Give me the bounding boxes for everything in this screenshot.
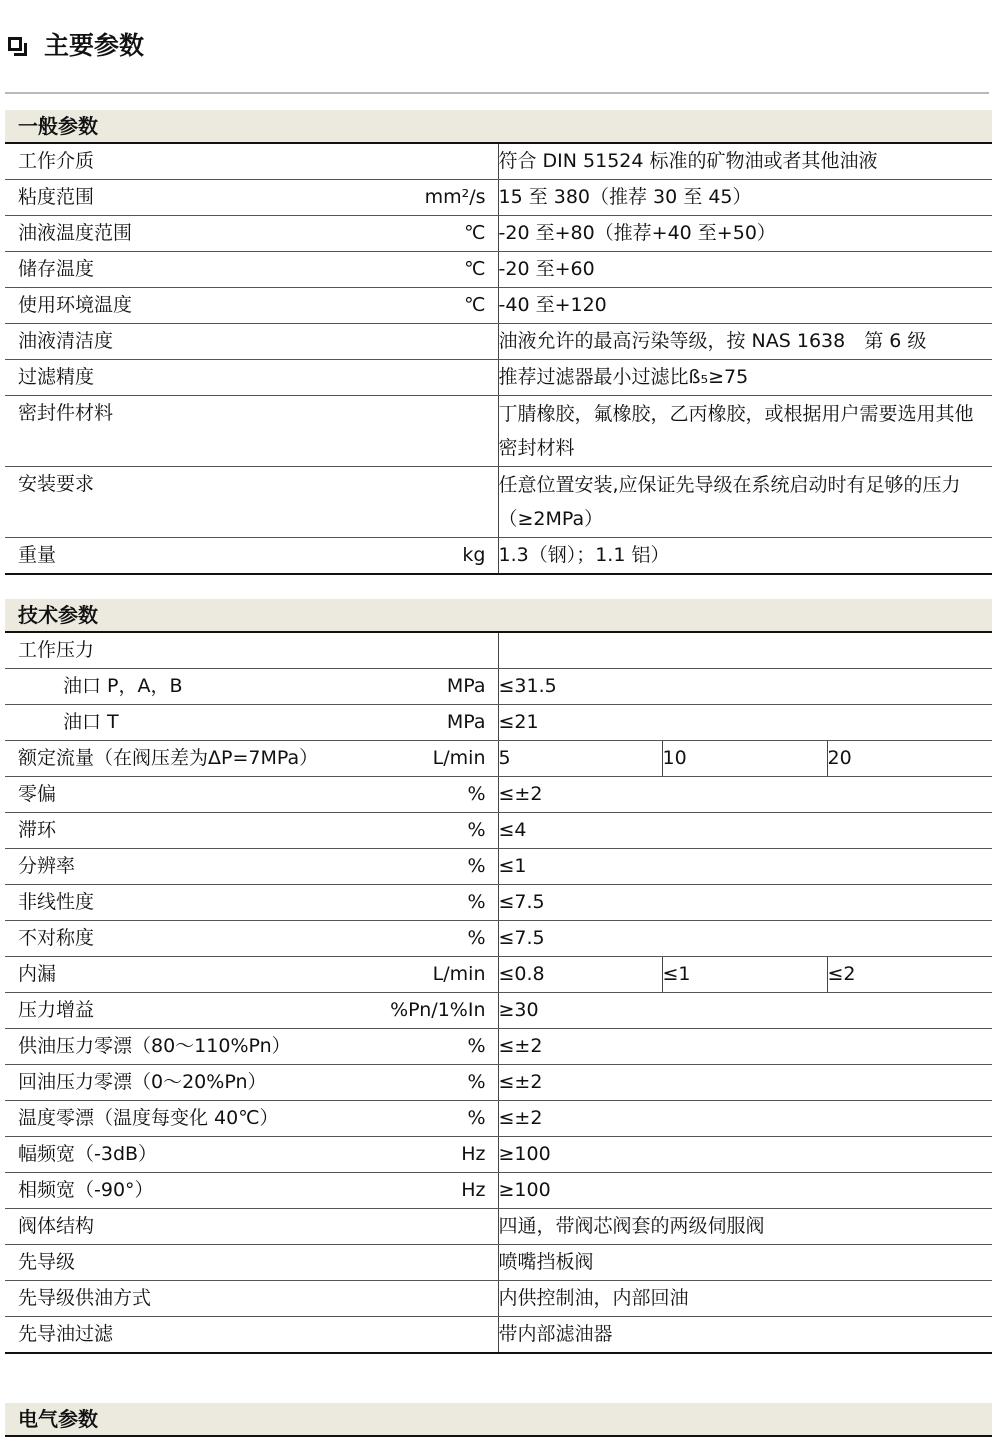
param-name: 零偏 (18, 782, 57, 805)
param-label-cell (5, 740, 498, 776)
table-row (5, 467, 992, 538)
param-unit: MPa (446, 674, 486, 697)
param-value: 油液允许的最高污染等级，按 NAS 1638 第 6 级 (498, 324, 992, 360)
table-row (5, 144, 992, 180)
param-value: ≤7.5 (498, 920, 992, 956)
param-value: 喷嘴挡板阀 (498, 1244, 992, 1280)
param-label-cell (5, 633, 498, 668)
param-value-sub: 20 (827, 740, 992, 776)
general-params-table (5, 144, 992, 575)
param-label-cell (5, 324, 498, 360)
param-label-cell (5, 396, 498, 467)
param-unit: ℃ (464, 222, 486, 244)
param-value: ≤±2 (498, 776, 992, 812)
param-unit: % (467, 782, 486, 805)
param-name: 储存温度 (18, 258, 95, 280)
param-name: 油液温度范围 (18, 222, 133, 244)
param-name: 供油压力零漂（80～110%Pn） (18, 1034, 291, 1057)
param-value-sub: 5 (498, 740, 662, 776)
param-name: 非线性度 (18, 890, 95, 913)
param-unit: ℃ (464, 294, 486, 316)
param-value: ≥30 (498, 992, 992, 1028)
param-label-cell (5, 1136, 498, 1172)
page-title (8, 24, 144, 64)
table-row (5, 920, 992, 956)
title-rule (5, 92, 989, 94)
table-row (5, 740, 992, 776)
param-value: ≤7.5 (498, 884, 992, 920)
param-label-cell (5, 538, 498, 575)
table-row (5, 1100, 992, 1136)
param-label-cell (5, 668, 498, 704)
param-label-cell (5, 252, 498, 288)
param-value (498, 633, 992, 668)
table-row (5, 1172, 992, 1208)
param-name: 工作压力 (18, 639, 95, 661)
param-unit: % (467, 1070, 486, 1093)
param-value: 四通，带阀芯阀套的两级伺服阀 (498, 1208, 992, 1244)
param-name: 油液清洁度 (18, 330, 114, 352)
electrical-params-section (5, 1403, 992, 1437)
param-name: 使用环境温度 (18, 294, 133, 316)
param-label-cell (5, 216, 498, 252)
param-value: ≤±2 (498, 1100, 992, 1136)
param-label-cell (5, 1244, 498, 1280)
param-label-cell (5, 288, 498, 324)
param-unit: %Pn/1%In (390, 998, 486, 1021)
param-unit: MPa (446, 710, 486, 733)
param-name: 内漏 (18, 962, 57, 985)
table-row (5, 180, 992, 216)
param-value: 丁腈橡胶，氟橡胶，乙丙橡胶，或根据用户需要选用其他密封材料 (498, 396, 992, 467)
param-name: 滞环 (18, 818, 57, 841)
param-value-sub: ≤0.8 (498, 956, 662, 992)
param-value-sub: ≤1 (662, 956, 827, 992)
param-value: 15 至 380（推荐 30 至 45） (498, 180, 992, 216)
section-title-general: 一般参数 (5, 110, 992, 144)
table-row (5, 956, 992, 992)
technical-params-table (5, 633, 992, 1354)
table-row (5, 538, 992, 575)
param-name: 回油压力零漂（0～20%Pn） (18, 1070, 267, 1093)
param-unit: % (467, 818, 486, 841)
section-title-technical: 技术参数 (5, 599, 992, 633)
param-name: 粘度范围 (18, 186, 95, 208)
param-name: 温度零漂（温度每变化 40℃） (18, 1106, 279, 1129)
param-value: ≤±2 (498, 1028, 992, 1064)
param-unit: % (467, 890, 486, 913)
param-value: 推荐过滤器最小过滤比ß₅≥75 (498, 360, 992, 396)
param-unit: L/min (432, 746, 486, 769)
section-title-electrical: 电气参数 (5, 1403, 992, 1437)
param-value: ≥100 (498, 1172, 992, 1208)
table-row (5, 884, 992, 920)
param-name: 重量 (18, 544, 57, 566)
table-row (5, 992, 992, 1028)
param-label-cell (5, 992, 498, 1028)
table-row (5, 252, 992, 288)
param-value: 任意位置安装,应保证先导级在系统启动时有足够的压力（≥2MPa） (498, 467, 992, 538)
table-row (5, 812, 992, 848)
param-unit: Hz (461, 1142, 486, 1165)
param-label-cell (5, 360, 498, 396)
param-name: 过滤精度 (18, 366, 95, 388)
table-row (5, 1280, 992, 1316)
param-name: 额定流量（在阀压差为ΔP=7MPa） (18, 746, 319, 769)
param-value: -20 至+80（推荐+40 至+50） (498, 216, 992, 252)
param-name: 先导油过滤 (18, 1322, 114, 1345)
param-label-cell (5, 704, 498, 740)
param-name: 幅频宽（-3dB） (18, 1142, 158, 1165)
param-value: 1.3（钢）；1.1 铝） (498, 538, 992, 575)
general-params-section (5, 110, 992, 575)
table-row (5, 360, 992, 396)
param-label-cell (5, 884, 498, 920)
param-unit: L/min (432, 962, 486, 985)
param-value: -20 至+60 (498, 252, 992, 288)
param-value: ≤4 (498, 812, 992, 848)
param-label-cell (5, 1100, 498, 1136)
param-label-cell (5, 920, 498, 956)
param-label-cell (5, 180, 498, 216)
param-value: ≤1 (498, 848, 992, 884)
param-name: 油口 P，A，B (63, 674, 183, 697)
param-name: 先导级 (18, 1250, 76, 1273)
param-label-cell (5, 1280, 498, 1316)
param-value-sub: 10 (662, 740, 827, 776)
table-row (5, 633, 992, 668)
param-value: -40 至+120 (498, 288, 992, 324)
table-row (5, 704, 992, 740)
technical-params-section (5, 599, 992, 1354)
param-label-cell (5, 776, 498, 812)
table-row (5, 1064, 992, 1100)
param-unit: kg (462, 544, 486, 566)
param-value: ≤21 (498, 704, 992, 740)
param-name: 工作介质 (18, 150, 95, 172)
param-name: 油口 T (63, 710, 119, 733)
param-unit: Hz (461, 1178, 486, 1201)
param-label-cell (5, 1208, 498, 1244)
page-title-text: 主要参数 (44, 31, 145, 60)
param-name: 密封件材料 (18, 402, 114, 424)
param-value: ≥100 (498, 1136, 992, 1172)
param-value: 符合 DIN 51524 标准的矿物油或者其他油液 (498, 144, 992, 180)
param-value-sub: ≤2 (827, 956, 992, 992)
param-label-cell (5, 1028, 498, 1064)
table-row (5, 1028, 992, 1064)
param-label-cell (5, 1316, 498, 1353)
param-name: 安装要求 (18, 473, 95, 495)
param-value: 带内部滤油器 (498, 1316, 992, 1353)
table-row (5, 848, 992, 884)
table-row (5, 1244, 992, 1280)
table-row (5, 1136, 992, 1172)
param-label-cell (5, 956, 498, 992)
param-unit: ℃ (464, 258, 486, 280)
param-unit: % (467, 1106, 486, 1129)
param-label-cell (5, 467, 498, 538)
param-name: 分辨率 (18, 854, 76, 877)
table-row (5, 324, 992, 360)
table-row (5, 1316, 992, 1353)
table-row (5, 216, 992, 252)
table-row (5, 288, 992, 324)
param-name: 阀体结构 (18, 1214, 95, 1237)
param-value: ≤±2 (498, 1064, 992, 1100)
table-row (5, 396, 992, 467)
param-label-cell (5, 1064, 498, 1100)
param-unit: % (467, 926, 486, 949)
param-value: ≤31.5 (498, 668, 992, 704)
param-label-cell (5, 812, 498, 848)
checkbox-icon (8, 37, 22, 51)
param-label-cell (5, 848, 498, 884)
param-unit: mm²/s (424, 186, 486, 208)
param-name: 压力增益 (18, 998, 95, 1021)
param-unit: % (467, 1034, 486, 1057)
param-name: 不对称度 (18, 926, 95, 949)
param-name: 先导级供油方式 (18, 1286, 152, 1309)
table-row (5, 668, 992, 704)
table-row (5, 1208, 992, 1244)
param-value: 内供控制油，内部回油 (498, 1280, 992, 1316)
table-row (5, 776, 992, 812)
param-unit: % (467, 854, 486, 877)
param-label-cell (5, 1172, 498, 1208)
param-label-cell (5, 144, 498, 180)
param-name: 相频宽（-90°） (18, 1178, 154, 1201)
